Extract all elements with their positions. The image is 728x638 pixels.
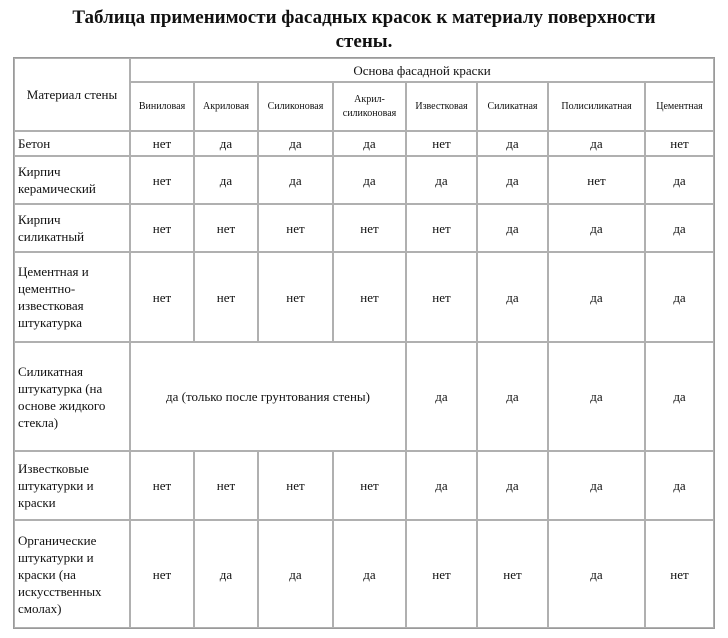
cell-value: нет [194, 451, 258, 520]
cell-value: да [333, 520, 406, 628]
table-row [14, 156, 714, 204]
cell-value: нет [130, 252, 194, 342]
cell-value: да [333, 131, 406, 156]
cell-value: да [406, 342, 477, 451]
col-header-vinyl: Виниловая [130, 82, 194, 131]
table-row [14, 204, 714, 252]
cell-value: да [645, 451, 714, 520]
cell-value: нет [645, 520, 714, 628]
cell-value: нет [258, 451, 333, 520]
cell-value: да [548, 520, 645, 628]
col-header-acryl-silicone: Акрил-силиконовая [333, 82, 406, 131]
cell-value: да [645, 342, 714, 451]
page-title [0, 6, 728, 54]
cell-value: нет [258, 204, 333, 252]
cell-value: нет [406, 252, 477, 342]
cell-value: да [477, 131, 548, 156]
cell-value: нет [130, 204, 194, 252]
cell-value: да [258, 520, 333, 628]
cell-value: да [548, 451, 645, 520]
table-row [14, 451, 714, 520]
cell-value: да [477, 342, 548, 451]
col-header-cement: Цементная [645, 82, 714, 131]
merged-cell-value: да (только после грунтования стены) [130, 342, 406, 451]
cell-value: нет [645, 131, 714, 156]
cell-value: да [645, 156, 714, 204]
cell-value: нет [406, 131, 477, 156]
cell-value: да [548, 342, 645, 451]
cell-value: да [477, 156, 548, 204]
paint-applicability-table [13, 57, 715, 629]
cell-value: да [645, 204, 714, 252]
col-header-silicate: Силикатная [477, 82, 548, 131]
cell-value: нет [130, 451, 194, 520]
table-row [14, 520, 714, 628]
cell-value: да [406, 156, 477, 204]
cell-value: да [548, 252, 645, 342]
cell-value: нет [333, 451, 406, 520]
cell-value: да [258, 156, 333, 204]
cell-value: да [194, 131, 258, 156]
table-row [14, 252, 714, 342]
cell-value: да [477, 451, 548, 520]
cell-value: нет [130, 156, 194, 204]
cell-value: да [548, 204, 645, 252]
cell-value: нет [130, 131, 194, 156]
base-header: Основа фасадной краски [130, 58, 714, 82]
cell-value: нет [333, 252, 406, 342]
table-row [14, 131, 714, 156]
col-header-silicone: Силиконовая [258, 82, 333, 131]
row-material: Кирпич силикатный [14, 204, 130, 252]
table-wrapper [13, 57, 713, 629]
cell-value: да [194, 520, 258, 628]
cell-value: да [477, 252, 548, 342]
cell-value: нет [548, 156, 645, 204]
cell-value: нет [130, 520, 194, 628]
row-material: Известковые штукатурки и краски [14, 451, 130, 520]
cell-value: да [477, 204, 548, 252]
row-material: Кирпич керамический [14, 156, 130, 204]
cell-value: да [194, 156, 258, 204]
row-material: Силикатная штукатурка (на основе жидкого стекла) [14, 342, 130, 451]
cell-value: да [645, 252, 714, 342]
table-row [14, 342, 714, 451]
cell-value: да [548, 131, 645, 156]
row-material: Бетон [14, 131, 130, 156]
cell-value: нет [406, 520, 477, 628]
col-header-polysilicate: Полисиликатная [548, 82, 645, 131]
col-header-acrylic: Акриловая [194, 82, 258, 131]
cell-value: нет [194, 204, 258, 252]
title-line-1: Таблица применимости фасадных красок к материалу поверхности [72, 7, 656, 28]
cell-value: нет [258, 252, 333, 342]
material-column-header: Материал стены [14, 58, 130, 131]
col-header-lime: Известковая [406, 82, 477, 131]
cell-value: нет [194, 252, 258, 342]
cell-value: нет [406, 204, 477, 252]
title-line-2: стены. [335, 31, 393, 52]
row-material: Органические штукатурки и краски (на искусственных смолах) [14, 520, 130, 628]
cell-value: да [258, 131, 333, 156]
cell-value: нет [333, 204, 406, 252]
cell-value: да [333, 156, 406, 204]
row-material: Цементная и цементно-известковая штукатурка [14, 252, 130, 342]
cell-value: нет [477, 520, 548, 628]
cell-value: да [406, 451, 477, 520]
